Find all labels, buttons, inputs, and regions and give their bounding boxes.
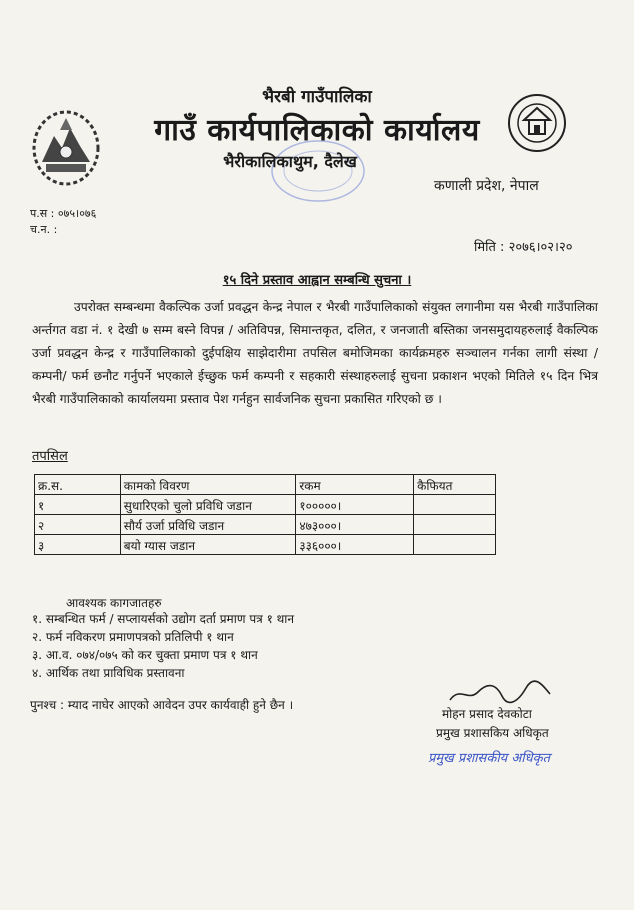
cell-amount: ३३६०००। — [296, 535, 414, 555]
table-row — [35, 515, 496, 535]
documents-list — [32, 610, 294, 682]
cell-description: बयो ग्यास जडान — [120, 535, 296, 555]
office-location: भैरीकालिकाथुम, दैलेख — [223, 152, 357, 171]
cell-amount: १०००००। — [296, 495, 414, 515]
notice-subject-text: १५ दिने प्रस्ताव आह्वान सम्बन्धि सुचना । — [222, 273, 412, 288]
table-header-row — [35, 475, 496, 495]
cell-sn: ३ — [35, 535, 121, 555]
table-row — [35, 495, 496, 515]
list-item: १. सम्बन्धित फर्म / सप्लायर्सको उद्योग दर्ता प्रमाण पत्र १ थान — [32, 612, 295, 626]
list-item: ३. आ.व. ०७४/०७५ को कर चुक्ता प्रमाण पत्र १ थान — [32, 648, 258, 662]
signature-icon — [446, 680, 556, 706]
cell-sn: १ — [35, 495, 121, 515]
signatory-title: प्रमुख प्रशासकिय अधिकृत — [436, 726, 549, 740]
province-label: कणाली प्रदेश, नेपाल — [434, 178, 539, 194]
notice-subject — [0, 270, 634, 288]
header-sn: क्र.स. — [35, 475, 121, 495]
notice-date: मिति : २०७६।०२।२० — [474, 240, 573, 255]
office-title: गाउँ कार्यपालिकाको कार्यालय — [154, 113, 480, 148]
notice-body: उपरोक्त सम्बन्धमा वैकल्पिक उर्जा प्रवद्धन केन्द्र नेपाल र भैरबी गाउँपालिकाको संयुक्त लगानीमा यस भैरबी गाउँपालिका अर्न्तगत वडा नं. १ देखी ७ सम्म बस्ने विपन्न / अतिविपन्न, सिमान्तकृत, दलित, र जनजाती बस्तिका जनसमुदायहरुलाई वैकल्पिक उर्जा प्रवद्धन केन्द्र र गाउँपालिकाको दुईपक्षिय साझेदारीमा तपसिल बमोजिमका कार्यक्रमहरु सञ्चालन गर्नका लागी संस्था / कम्पनी/ फर्म छनौट गर्नुपर्ने भएकाले ईच्छुक फर्म कम्पनी र सहकारी संस्थाहरुलाई सुचना प्रकाशन भएको मितिले १५ दिन भित्र भैरबी गाउँपालिकाको कार्यालयमा प्रस्ताव पेश गर्नहुन सार्वजनिक सुचना प्रकासित गरिएको छ । — [32, 300, 598, 406]
header-remarks: कैफियत — [414, 475, 496, 495]
cell-description: सौर्य उर्जा प्रविधि जडान — [120, 515, 296, 535]
list-heading: तपसिल — [32, 449, 68, 464]
table-row — [35, 535, 496, 555]
list-item: ४. आर्थिक तथा प्राविधिक प्रस्तावना — [32, 666, 185, 680]
list-item: २. फर्म नविकरण प्रमाणपत्रको प्रतिलिपी १ थान — [32, 630, 234, 644]
ps-number: प.स : ०७५।०७६ — [30, 207, 97, 220]
cell-description: सुधारिएको चुलो प्रविधि जडान — [120, 495, 296, 515]
program-table — [34, 474, 496, 555]
cell-remarks — [414, 535, 496, 555]
postscript: पुनश्च : म्याद नाघेर आएको आवेदन उपर कार्यवाही हुने छैन । — [30, 698, 294, 712]
cell-amount: ४७३०००। — [296, 515, 414, 535]
header-description: कामको विवरण — [120, 475, 296, 495]
signatory-name: मोहन प्रसाद देवकोटा — [442, 707, 532, 721]
cn-number: च.न. : — [30, 223, 58, 236]
header-amount: रकम — [296, 475, 414, 495]
cell-sn: २ — [35, 515, 121, 535]
reference-block — [30, 206, 96, 238]
cell-remarks — [414, 495, 496, 515]
cell-remarks — [414, 515, 496, 535]
signatory-stamp: प्रमुख प्रशासकीय अधिकृत — [428, 751, 551, 766]
documents-title: आवश्यक कागजातहरु — [66, 596, 162, 610]
rural-municipality-name: भैरबी गाउँपालिका — [262, 87, 372, 107]
